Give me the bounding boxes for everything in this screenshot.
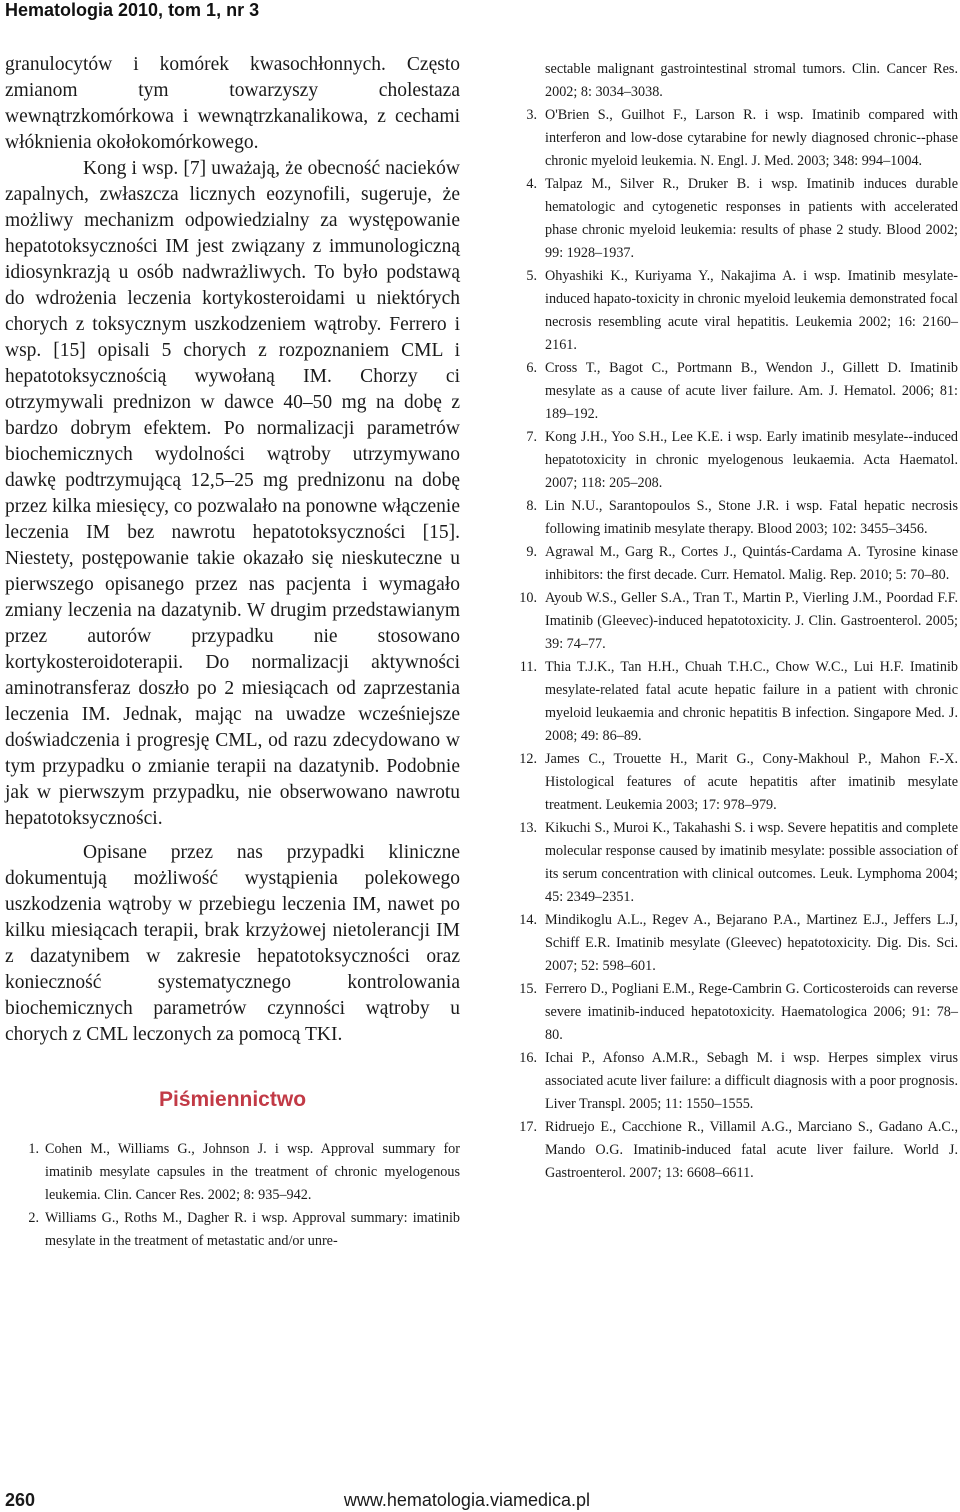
reference-number: 14. — [519, 912, 537, 928]
reference-item — [5, 1207, 460, 1253]
reference-number: 15. — [519, 981, 537, 997]
reference-text: Ohyashiki K., Kuriyama Y., Nakajima A. i wsp. Imatinib mesylate-induced hapato-toxicity in chronic myeloid leukemia demonstrated focal necrosis resembling acute viral hepatitis. Leukemia 2002; 16: 2160–2161. — [545, 268, 958, 353]
reference-item — [500, 173, 958, 265]
reference-text: Ichai P., Afonso A.M.R., Sebagh M. i wsp. Herpes simplex virus associated acute liver failure: a difficult diagnosis with a poor prognosis. Liver Transpl. 2005; 11: 1550–1555. — [545, 1050, 958, 1112]
reference-item — [500, 265, 958, 357]
reference-number: 1. — [28, 1141, 39, 1157]
reference-item — [500, 357, 958, 426]
reference-number: 10. — [519, 590, 537, 606]
reference-text: Lin N.U., Sarantopoulos S., Stone J.R. i wsp. Fatal hepatic necrosis following imatinib mesylate therapy. Blood 2003; 102: 3455–3456. — [545, 498, 958, 537]
reference-number: 12. — [519, 751, 537, 767]
reference-text: Thia T.J.K., Tan H.H., Chuah T.H.C., Chow W.C., Lui H.F. Imatinib mesylate-related fatal acute hepatic failure in a patient with chronic myeloid leukaemia and chronic hepatitis B infection. Singapore Med. J. 2008; 49: 86–89. — [545, 659, 958, 744]
reference-item — [500, 1116, 958, 1185]
reference-item — [500, 656, 958, 748]
reference-item — [500, 909, 958, 978]
reference-text: Talpaz M., Silver R., Druker B. i wsp. Imatinib induces durable hematologic and cytogenetic responses in patients with accelerated phase chronic myeloid leukemia: results of phase 2 study. Blood 2002; 99: 1928–1937. — [545, 176, 958, 261]
paragraph-3: Opisane przez nas przypadki kliniczne dokumentują możliwość wystąpienia polekowego uszkodzenia wątroby w przebiegu leczenia IM, nawet po kilku miesiącach terapii, brak krzyżowej nietolerancji IM z dazatynibem w zakresie hepatotoksyczności oraz konieczność systematycznego kontrolowania biochemicznych parametrów czynności wątroby u chorych z CML leczonych za pomocą TKI. — [5, 842, 460, 1045]
reference-item — [500, 1047, 958, 1116]
reference-number: 3. — [526, 107, 537, 123]
reference-item — [500, 541, 958, 587]
reference-number: 8. — [526, 498, 537, 514]
left-column — [5, 52, 460, 1253]
reference-text: Agrawal M., Garg R., Cortes J., Quintás-Cardama A. Tyrosine kinase inhibitors: the first decade. Curr. Hematol. Malig. Rep. 2010; 5: 70–80. — [545, 544, 958, 583]
reference-text: Cross T., Bagot C., Portmann B., Wendon J., Gillett D. Imatinib mesylate as a cause of acute liver failure. Am. J. Hematol. 2006; 81: 189–192. — [545, 360, 958, 422]
reference-text: O'Brien S., Guilhot F., Larson R. i wsp. Imatinib compared with interferon and low-dose cytarabine for newly diagnosed chronic--phase chronic myeloid leukemia. N. Engl. J. Med. 2003; 348: 994–1004. — [545, 107, 958, 169]
references-heading: Piśmiennictwo — [158, 1088, 307, 1111]
reference-text: Ayoub W.S., Geller S.A., Tran T., Martin P., Vierling J.M., Poordad F.F. Imatinib (Gleevec)-induced hepatotoxicity. J. Clin. Gastroenterol. 2005; 39: 74–77. — [545, 590, 958, 652]
reference-number: 4. — [526, 176, 537, 192]
reference-item — [5, 1138, 460, 1207]
reference-number: 9. — [526, 544, 537, 560]
paragraph-2: Kong i wsp. [7] uważają, że obecność nacieków zapalnych, zwłaszcza licznych eozynofili, sugeruje, że możliwy mechanizm odpowiedzialny za występowanie hepatotoksyczności IM jest związany z immunologiczną idiosynkrazją u osób nadwrażliwych. To było podstawą do wdrożenia leczenia kortykosteroidami u niektórych chorych z toksycznym uszkodzeniem wątroby. Ferrero i wsp. [15] opisali 5 chorych z rozpoznaniem CML i hepatotoksycznością wywołaną IM. Chorzy ci otrzymywali prednizon w dawce 40–50 mg na dobę z bardzo dobrym efektem. Po normalizacji parametrów biochemicznych wydolności wątroby utrzymywano dawkę podtrzymującą 12,5–25 mg prednizonu na dobę przez kilka miesięcy, co pozwalało na ponowne włączenie leczenia IM bez nawrotu hepatotoksyczności [15]. Niestety, postępowanie takie okazało się nieskuteczne u pierwszego opisanego przez nas pacjenta i wymagało zmiany leczenia na dazatynib. W drugim przedstawianym przez autorów przypadku nie stosowano kortykosteroidoterapii. Do normalizacji aktywności aminotransferaz doszło po 2 miesiącach od zaprzestania leczenia IM. Jednak, mając na uwadze wcześniejsze doświadczenia i progresję CML, od razu zdecydowano w tym przypadku o zmianie terapii na dazatynib. Podobnie jak w pierwszym przypadku, nie obserwowano nawrotu hepatotoksyczności. — [5, 158, 460, 829]
reference-item — [500, 426, 958, 495]
reference-continuation — [500, 58, 958, 104]
paragraph-1: granulocytów i komórek kwasochłonnych. Często zmianom tym towarzyszy cholestaza wewnątrzkomórkowa i wewnątrzkanalikowa, z cechami włóknienia okołokomórkowego. — [5, 54, 460, 153]
page-number: 260 — [5, 1490, 36, 1510]
journal-header: Hematologia 2010, tom 1, nr 3 — [5, 0, 260, 20]
reference-number: 5. — [526, 268, 537, 284]
reference-item — [500, 978, 958, 1047]
reference-number: 17. — [519, 1119, 537, 1135]
reference-list — [500, 104, 958, 1185]
reference-number: 13. — [519, 820, 537, 836]
reference-text: Williams G., Roths M., Dagher R. i wsp. Approval summary: imatinib mesylate in the treatment of metastatic and/or unre- — [45, 1210, 460, 1249]
reference-text: Kong J.H., Yoo S.H., Lee K.E. i wsp. Early imatinib mesylate--induced hepatotoxicity in chronic myelogenous leukaemia. Acta Haematol. 2007; 118: 205–208. — [545, 429, 958, 491]
reference-item — [500, 587, 958, 656]
reference-text: James C., Trouette H., Marit G., Cony-Makhoul P., Mahon F.-X. Histological features of acute hepatitis after imatinib mesylate treatment. Leukemia 2003; 17: 978–979. — [545, 751, 958, 813]
reference-text: Mindikoglu A.L., Regev A., Bejarano P.A., Martinez E.J., Jeffers L.J, Schiff E.R. Imatinib mesylate (Gleevec) hepatotoxicity. Dig. Dis. Sci. 2007; 52: 598–601. — [545, 912, 958, 974]
reference-text: sectable malignant gastrointestinal stromal tumors. Clin. Cancer Res. 2002; 8: 3034–3038. — [545, 61, 958, 100]
reference-item — [500, 748, 958, 817]
reference-item — [500, 495, 958, 541]
reference-text: Kikuchi S., Muroi K., Takahashi S. i wsp. Severe hepatitis and complete molecular response caused by imatinib mesylate: possible association of its serum concentration with clinical outcomes. Leuk. Lymphoma 2004; 45: 2349–2351. — [545, 820, 958, 905]
right-column — [500, 58, 958, 1185]
reference-number: 6. — [526, 360, 537, 376]
reference-number: 2. — [28, 1210, 39, 1226]
reference-text: Ferrero D., Pogliani E.M., Rege-Cambrin G. Corticosteroids can reverse severe imatinib-induced hepatotoxicity. Haematologica 2006; 91: 78–80. — [545, 981, 958, 1043]
reference-item — [500, 817, 958, 909]
website-url[interactable]: www.hematologia.viamedica.pl — [343, 1490, 590, 1510]
reference-number: 16. — [519, 1050, 537, 1066]
reference-number: 7. — [526, 429, 537, 445]
reference-number: 11. — [519, 659, 537, 675]
reference-text: Ridruejo E., Cacchione R., Villamil A.G., Marciano S., Gadano A.C., Mando O.G. Imatinib-induced fatal acute liver failure. World J. Gastroenterol. 2007; 13: 6608–6611. — [545, 1119, 958, 1181]
reference-text: Cohen M., Williams G., Johnson J. i wsp. Approval summary for imatinib mesylate capsules in the treatment of chronic myelogenous leukemia. Clin. Cancer Res. 2002; 8: 935–942. — [45, 1141, 460, 1203]
reference-item — [500, 104, 958, 173]
